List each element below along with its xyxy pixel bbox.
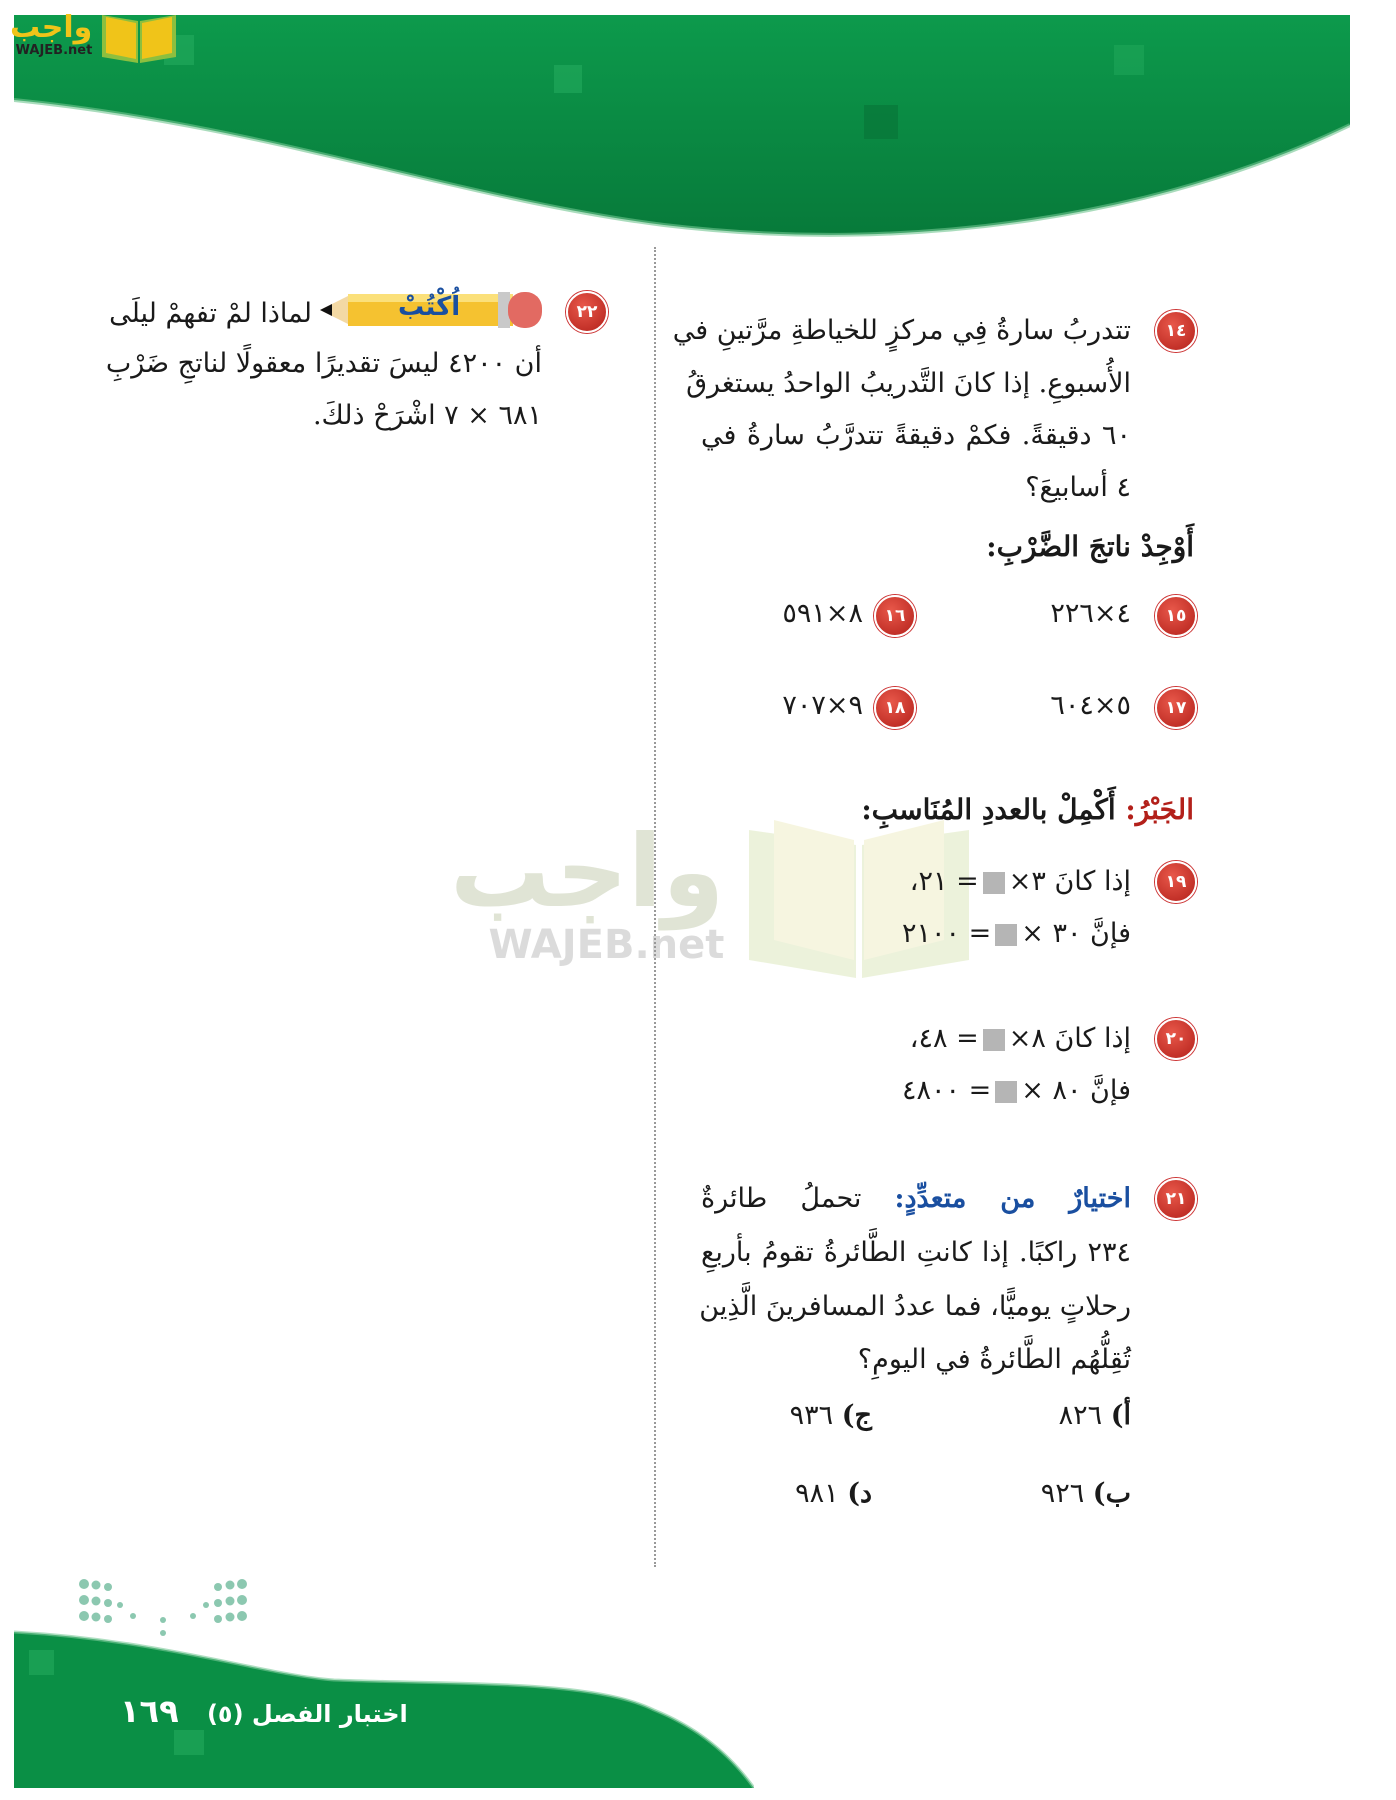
logo-latin: WAJEB.net	[15, 42, 93, 58]
choice-letter: د)	[847, 1478, 872, 1509]
choice-value: ٩٨١	[795, 1478, 839, 1509]
q21-line-4: تُقِلُّهُم الطَّائرةُ في اليومِ؟	[857, 1344, 1131, 1375]
q22-line-2: أن ٤٢٠٠ ليسَ تقديرًا معقولًا لناتجِ ضَرْبِ	[105, 348, 542, 379]
chapter-test-title: اختبار الفصل (٥)	[206, 1700, 408, 1728]
choice-d[interactable]	[795, 1478, 872, 1509]
choice-letter: ب)	[1092, 1478, 1131, 1509]
question-number-badge: ٢٠	[1155, 1018, 1197, 1060]
q19-line-2	[902, 918, 1131, 949]
q16-expression: ٨×٥٩١	[782, 598, 863, 629]
q19-line-1	[910, 866, 1131, 897]
q22-line-3: ٦٨١ × ٧ اشْرَحْ ذلكَ.	[312, 400, 542, 431]
header-banner	[14, 15, 1350, 245]
pencil-icon	[320, 288, 545, 332]
q22-line-1: لماذا لمْ تفهمْ ليلَى	[109, 298, 312, 329]
q15-expression: ٤×٢٢٦	[1050, 598, 1131, 629]
text: = ٢١٠٠	[901, 918, 992, 949]
algebra-instruction: أَكْمِلْ بالعددِ المُنَاسبِ:	[861, 793, 1116, 826]
choice-value: ٩٢٦	[1040, 1478, 1085, 1509]
blank-box	[995, 1081, 1017, 1103]
text: = ٤٨،	[909, 1023, 979, 1054]
q21-line-3: رحلاتٍ يوميًّا، فما عددُ المسافرينَ الَّذِين	[699, 1291, 1131, 1322]
text: = ٤٨٠٠	[901, 1075, 992, 1106]
book-icon	[98, 5, 180, 65]
question-number-badge: ١٦	[874, 595, 916, 637]
question-number-badge: ١٨	[874, 687, 916, 729]
q14-line-2: الأُسبوعِ. إذا كانَ التَّدريبُ الواحدُ يستغرقُ	[686, 368, 1131, 399]
watermark	[450, 810, 974, 980]
algebra-heading	[861, 793, 1194, 826]
logo-arabic: واجب	[10, 9, 93, 45]
choice-letter: ج)	[841, 1400, 872, 1431]
question-number-badge: ٢٢	[566, 291, 608, 333]
text: إذا كانَ ٨×	[1008, 1023, 1131, 1054]
question-number-badge: ١٥	[1155, 595, 1197, 637]
pencil-label: اُكْتُبْ	[398, 292, 461, 322]
q20-line-1	[910, 1023, 1131, 1054]
text: فإنَّ ٣٠ ×	[1021, 918, 1131, 949]
choice-value: ٩٣٦	[789, 1400, 834, 1431]
choice-value: ٨٢٦	[1058, 1400, 1103, 1431]
watermark-arabic: واجب	[450, 813, 725, 930]
q14-line-4: ٤ أسابيعَ؟	[1025, 472, 1131, 503]
question-number-badge: ١٤	[1155, 310, 1197, 352]
q21-line-2: ٢٣٤ راكبًا. إذا كانتِ الطَّائرةُ تقومُ بأربعِ	[701, 1237, 1131, 1268]
q14-line-3: ٦٠ دقيقةً. فكمْ دقيقةً تتدرَّبُ سارةُ في	[701, 420, 1131, 451]
blank-box	[983, 872, 1005, 894]
q17-expression: ٥×٦٠٤	[1050, 690, 1131, 721]
q18-expression: ٩×٧٠٧	[782, 690, 863, 721]
choice-a[interactable]	[1059, 1400, 1131, 1431]
text: فإنَّ ٨٠ ×	[1021, 1075, 1131, 1106]
multiply-heading: أَوْجِدْ ناتجَ الضَّرْبِ:	[986, 530, 1194, 563]
footer-label	[120, 1692, 408, 1730]
choice-b[interactable]	[1041, 1478, 1131, 1509]
choice-letter: أ)	[1110, 1400, 1131, 1431]
watermark-latin: WAJEB.net	[488, 922, 725, 968]
question-number-badge: ١٧	[1155, 687, 1197, 729]
q14-line-1: تتدربُ سارةُ فِي مركزٍ للخياطةِ مرَّتينِ في	[672, 315, 1131, 346]
text: إذا كانَ ٣×	[1008, 866, 1131, 897]
blank-box	[983, 1029, 1005, 1051]
blank-box	[995, 924, 1017, 946]
question-number-badge: ٢١	[1155, 1178, 1197, 1220]
text: = ٢١،	[909, 866, 979, 897]
text: تحملُ طائرةٌ	[701, 1183, 862, 1214]
q21-line-1	[701, 1183, 1131, 1214]
q20-line-2	[902, 1075, 1131, 1106]
multiple-choice-label: اختيارٌ من متعدِّدٍ:	[894, 1183, 1131, 1214]
algebra-label: الجَبْرُ:	[1125, 793, 1194, 826]
wajeb-logo	[10, 5, 180, 65]
page-number: ١٦٩	[120, 1692, 179, 1730]
choice-c[interactable]	[790, 1400, 872, 1431]
question-number-badge: ١٩	[1155, 861, 1197, 903]
